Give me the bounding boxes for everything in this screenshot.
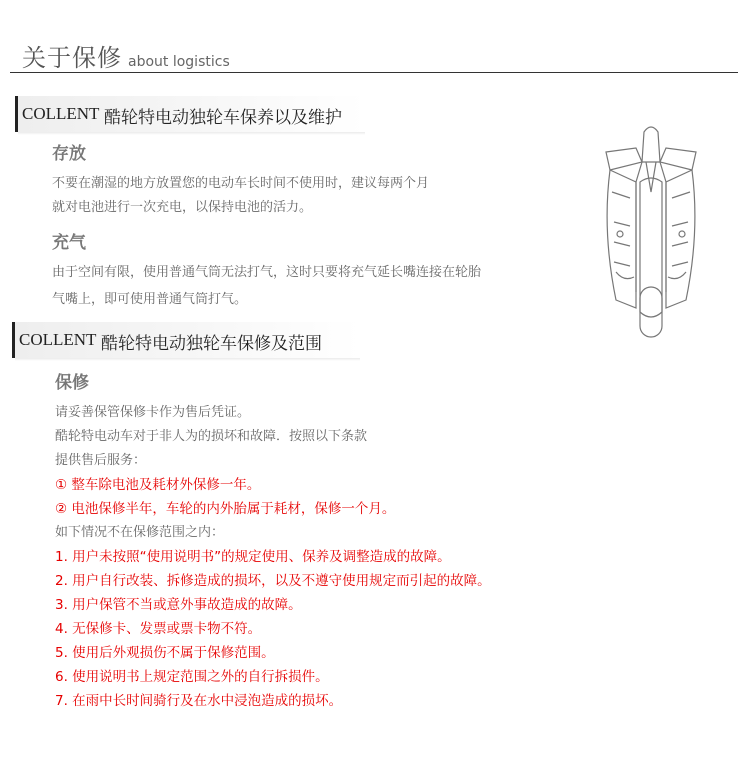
warranty-heading: 保修	[55, 373, 89, 393]
section-title: 酷轮特电动独轮车保修及范围	[101, 334, 322, 354]
exclusion-item: 4. 无保修卡、发票或票卡物不符。	[55, 621, 262, 637]
inflate-line: 气嘴上，即可使用普通气筒打气。	[52, 292, 248, 307]
service-item: ② 电池保修半年，车轮的内外胎属于耗材，保修一个月。	[55, 501, 396, 517]
exclusion-item: 6. 使用说明书上规定范围之外的自行拆损件。	[55, 669, 329, 685]
unicycle-illustration	[596, 122, 706, 344]
page-title: 关于保修	[22, 44, 122, 72]
inflate-heading: 充气	[52, 233, 86, 253]
storage-line: 不要在潮湿的地方放置您的电动车长时间不使用时，建议每两个月	[52, 176, 430, 191]
section-title: 酷轮特电动独轮车保养以及维护	[104, 108, 342, 128]
exclusion-item: 5. 使用后外观损伤不属于保修范围。	[55, 645, 275, 661]
inflate-line: 由于空间有限，使用普通气筒无法打气，这时只要将充气延长嘴连接在轮胎	[52, 265, 482, 280]
service-item: ① 整车除电池及耗材外保修一年。	[55, 477, 261, 493]
brand-label: COLLENT	[19, 330, 97, 349]
page-header	[22, 38, 230, 70]
section-banner-warranty	[12, 322, 360, 358]
exclusion-item: 1. 用户未按照“使用说明书”的规定使用、保养及调整造成的故障。	[55, 549, 451, 565]
exclusion-item: 7. 在雨中长时间骑行及在水中浸泡造成的损坏。	[55, 693, 343, 709]
exclusion-item: 2. 用户自行改装、拆修造成的损坏，以及不遵守使用规定而引起的故障。	[55, 573, 491, 589]
page-subtitle: about logistics	[128, 54, 230, 70]
header-divider	[10, 72, 738, 73]
warranty-intro-line: 请妥善保管保修卡作为售后凭证。	[55, 405, 251, 420]
brand-label: COLLENT	[22, 104, 100, 123]
exclusion-heading: 如下情况不在保修范围之内：	[55, 525, 225, 540]
warranty-intro-line: 提供售后服务：	[55, 453, 147, 468]
storage-line: 就对电池进行一次充电，以保持电池的活力。	[52, 200, 313, 215]
exclusion-item: 3. 用户保管不当或意外事故造成的故障。	[55, 597, 302, 613]
section-banner-maintenance	[15, 96, 365, 132]
warranty-intro-line: 酷轮特电动车对于非人为的损坏和故障．按照以下条款	[55, 429, 368, 444]
storage-heading: 存放	[52, 144, 86, 164]
